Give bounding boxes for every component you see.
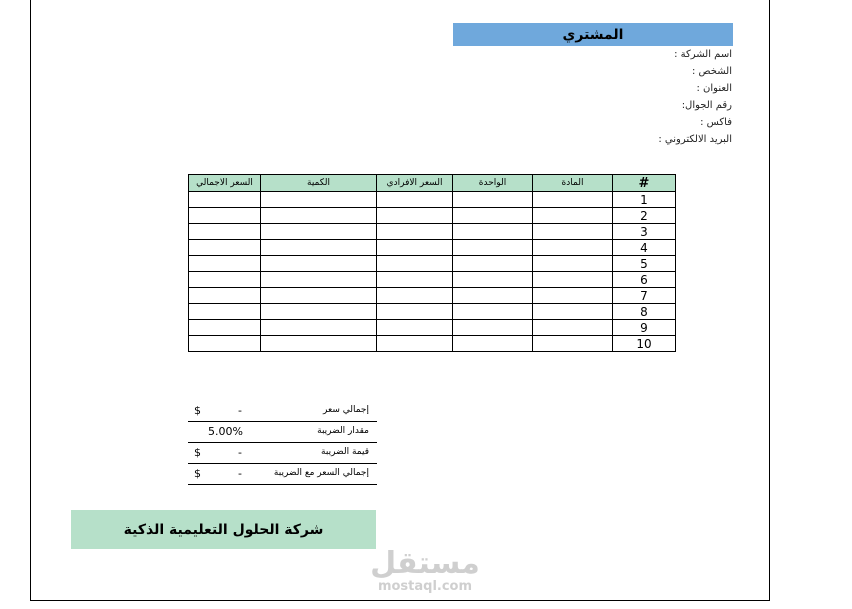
grand-total-label: إجمالي السعر مع الضريبة xyxy=(273,468,369,478)
cell-unit-price[interactable] xyxy=(377,272,453,288)
cell-unit-price[interactable] xyxy=(377,208,453,224)
table-row xyxy=(189,192,676,208)
cell-item[interactable] xyxy=(533,320,613,336)
cell-unit-price[interactable] xyxy=(377,320,453,336)
cell-total[interactable] xyxy=(189,336,261,352)
row-number: 3 xyxy=(613,224,676,240)
cell-unit-price[interactable] xyxy=(377,288,453,304)
cell-unit[interactable] xyxy=(453,256,533,272)
watermark-latin: mostaql.com xyxy=(377,579,473,594)
row-number: 1 xyxy=(613,192,676,208)
subtotal-value: - xyxy=(238,404,242,417)
col-header-quantity: الكمية xyxy=(261,175,377,192)
row-number: 5 xyxy=(613,256,676,272)
cell-total[interactable] xyxy=(189,304,261,320)
mobile-label: رقم الجوال: xyxy=(681,100,732,111)
company-banner xyxy=(71,510,376,549)
table-row xyxy=(189,288,676,304)
col-header-item: المادة xyxy=(533,175,613,192)
row-number: 7 xyxy=(613,288,676,304)
buyer-title: المشتري xyxy=(562,26,624,43)
fax-label: فاكس : xyxy=(700,117,732,128)
cell-quantity[interactable] xyxy=(261,336,377,352)
buyer-header xyxy=(453,23,733,46)
cell-quantity[interactable] xyxy=(261,272,377,288)
cell-total[interactable] xyxy=(189,272,261,288)
table-row xyxy=(189,320,676,336)
tax-rate-value: 5.00% xyxy=(208,425,243,438)
watermark-logo xyxy=(370,548,480,594)
tax-rate-row xyxy=(188,422,377,443)
watermark-arabic: مستقل xyxy=(370,546,480,581)
cell-item[interactable] xyxy=(533,288,613,304)
cell-item[interactable] xyxy=(533,208,613,224)
cell-unit[interactable] xyxy=(453,208,533,224)
cell-unit[interactable] xyxy=(453,240,533,256)
cell-quantity[interactable] xyxy=(261,304,377,320)
buyer-info-list xyxy=(600,46,732,148)
cell-quantity[interactable] xyxy=(261,192,377,208)
cell-item[interactable] xyxy=(533,256,613,272)
subtotal-label: إجمالي سعر xyxy=(323,405,369,415)
row-number: 4 xyxy=(613,240,676,256)
row-number: 10 xyxy=(613,336,676,352)
tax-value-label: قيمة الضريبة xyxy=(321,447,369,457)
cell-unit[interactable] xyxy=(453,320,533,336)
cell-item[interactable] xyxy=(533,240,613,256)
cell-unit-price[interactable] xyxy=(377,192,453,208)
col-header-unit: الواحدة xyxy=(453,175,533,192)
cell-unit-price[interactable] xyxy=(377,304,453,320)
row-number: 8 xyxy=(613,304,676,320)
cell-quantity[interactable] xyxy=(261,256,377,272)
tax-value: - xyxy=(238,446,242,459)
cell-total[interactable] xyxy=(189,224,261,240)
cell-item[interactable] xyxy=(533,304,613,320)
cell-unit[interactable] xyxy=(453,336,533,352)
cell-unit[interactable] xyxy=(453,288,533,304)
table-row xyxy=(189,256,676,272)
company-name: شركة الحلول التعليمية الذكية xyxy=(123,521,324,538)
cell-quantity[interactable] xyxy=(261,224,377,240)
cell-unit[interactable] xyxy=(453,192,533,208)
grand-total-row xyxy=(188,464,377,485)
cell-unit-price[interactable] xyxy=(377,256,453,272)
grand-total-value: - xyxy=(238,467,242,480)
cell-quantity[interactable] xyxy=(261,208,377,224)
tax-rate-label: مقدار الضريبة xyxy=(317,426,369,436)
cell-total[interactable] xyxy=(189,208,261,224)
table-header-row xyxy=(189,175,676,192)
col-header-number: # xyxy=(613,175,676,192)
currency-symbol: $ xyxy=(194,446,201,459)
email-label: البريد الالكتروني : xyxy=(658,134,732,145)
cell-unit[interactable] xyxy=(453,272,533,288)
cell-unit-price[interactable] xyxy=(377,336,453,352)
table-row xyxy=(189,208,676,224)
table-row xyxy=(189,336,676,352)
col-header-unit-price: السعر الافرادي xyxy=(377,175,453,192)
currency-symbol: $ xyxy=(194,404,201,417)
currency-symbol: $ xyxy=(194,467,201,480)
row-number: 2 xyxy=(613,208,676,224)
cell-item[interactable] xyxy=(533,224,613,240)
cell-item[interactable] xyxy=(533,192,613,208)
contact-person-label: الشخص : xyxy=(692,66,732,77)
cell-unit-price[interactable] xyxy=(377,240,453,256)
cell-unit-price[interactable] xyxy=(377,224,453,240)
items-table xyxy=(188,174,676,352)
table-row xyxy=(189,272,676,288)
tax-value-row xyxy=(188,443,377,464)
cell-total[interactable] xyxy=(189,288,261,304)
row-number: 9 xyxy=(613,320,676,336)
table-row xyxy=(189,240,676,256)
cell-total[interactable] xyxy=(189,240,261,256)
table-row xyxy=(189,224,676,240)
col-header-total-price: السعر الاجمالي xyxy=(189,175,261,192)
cell-total[interactable] xyxy=(189,320,261,336)
cell-quantity[interactable] xyxy=(261,320,377,336)
row-number: 6 xyxy=(613,272,676,288)
address-label: العنوان : xyxy=(696,83,732,94)
cell-item[interactable] xyxy=(533,272,613,288)
totals-summary xyxy=(188,401,377,485)
company-name-label: اسم الشركة : xyxy=(674,49,732,60)
subtotal-row xyxy=(188,401,377,422)
table-row xyxy=(189,304,676,320)
cell-quantity[interactable] xyxy=(261,288,377,304)
cell-total[interactable] xyxy=(189,192,261,208)
cell-quantity[interactable] xyxy=(261,240,377,256)
cell-total[interactable] xyxy=(189,256,261,272)
cell-unit[interactable] xyxy=(453,304,533,320)
cell-item[interactable] xyxy=(533,336,613,352)
cell-unit[interactable] xyxy=(453,224,533,240)
